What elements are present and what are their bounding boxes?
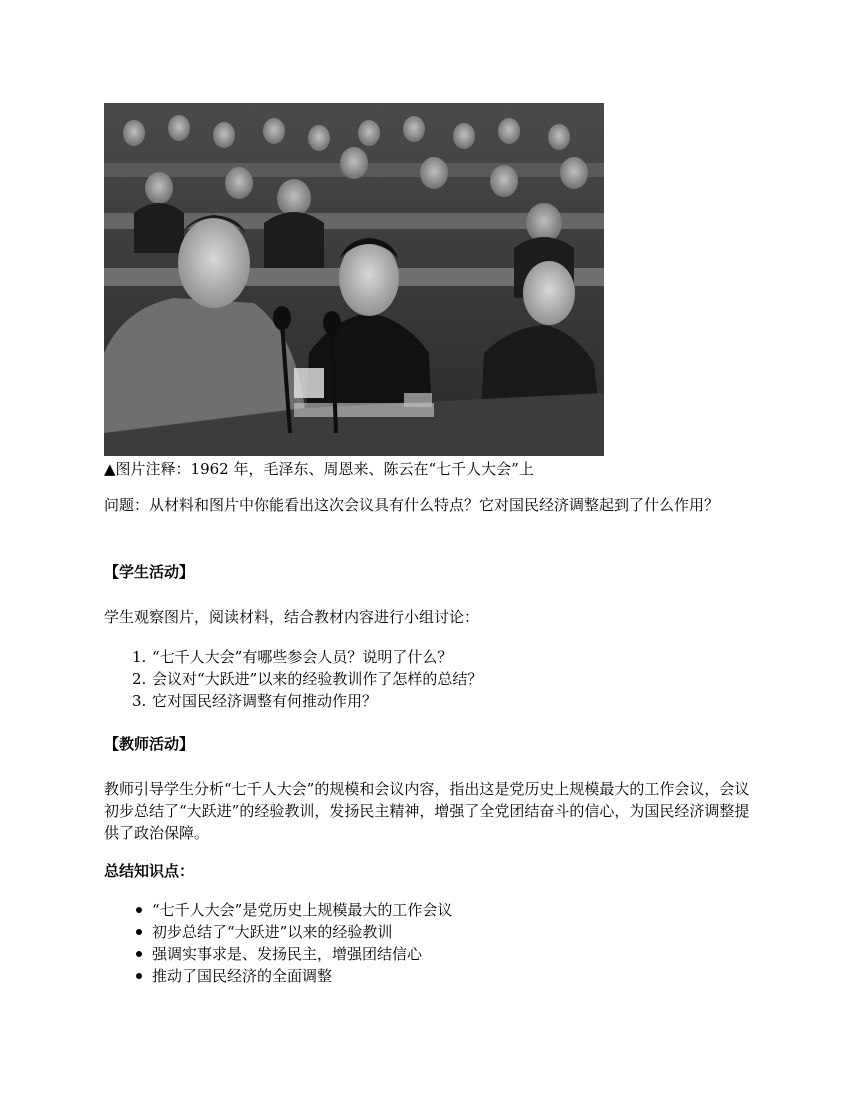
list-item-text: 强调实事求是、发扬民主，增强团结信心 xyxy=(152,945,423,963)
student-activity-heading: 【学生活动】 xyxy=(104,563,195,581)
bullet-icon xyxy=(136,929,142,935)
discussion-question-list xyxy=(132,646,482,712)
list-item xyxy=(132,690,482,712)
list-item-number: 2. xyxy=(132,670,147,688)
list-item xyxy=(132,668,482,690)
list-item xyxy=(132,921,452,943)
list-item-text: 初步总结了“大跃进”以来的经验教训 xyxy=(152,923,393,941)
summary-heading: 总结知识点： xyxy=(104,862,195,880)
list-item xyxy=(132,965,452,987)
list-item xyxy=(132,646,482,668)
bullet-icon xyxy=(136,973,142,979)
bullet-icon xyxy=(136,907,142,913)
list-item-number: 1. xyxy=(132,648,147,666)
list-item-text: 会议对“大跃进”以来的经验教训作了怎样的总结？ xyxy=(152,670,483,688)
photo-caption: ▲图片注释：1962 年，毛泽东、周恩来、陈云在“七千人大会”上 xyxy=(104,460,534,478)
historical-photo xyxy=(104,103,604,456)
summary-point-list xyxy=(132,899,452,987)
question-text: 问题：从材料和图片中你能看出这次会议具有什么特点？它对国民经济调整起到了什么作用？ xyxy=(104,496,720,514)
student-activity-intro: 学生观察图片，阅读材料，结合教材内容进行小组讨论： xyxy=(104,608,480,626)
teacher-activity-heading: 【教师活动】 xyxy=(104,735,195,753)
photo-illustration xyxy=(104,103,604,456)
list-item-text: 它对国民经济调整有何推动作用？ xyxy=(152,692,378,710)
list-item-text: 推动了国民经济的全面调整 xyxy=(152,967,333,985)
list-item-text: “七千人大会”有哪些参会人员？说明了什么？ xyxy=(152,648,453,666)
list-item-text: “七千人大会”是党历史上规模最大的工作会议 xyxy=(152,901,453,919)
list-item xyxy=(132,943,452,965)
list-item-number: 3. xyxy=(132,692,147,710)
list-item xyxy=(132,899,452,921)
teacher-activity-text: 教师引导学生分析“七千人大会”的规模和会议内容，指出这是党历史上规模最大的工作会议，会议初步总结了“大跃进”的经验教训，发扬民主精神，增强了全党团结奋斗的信心，为国民经济调整提供了政治保障。 xyxy=(104,780,750,842)
bullet-icon xyxy=(136,951,142,957)
